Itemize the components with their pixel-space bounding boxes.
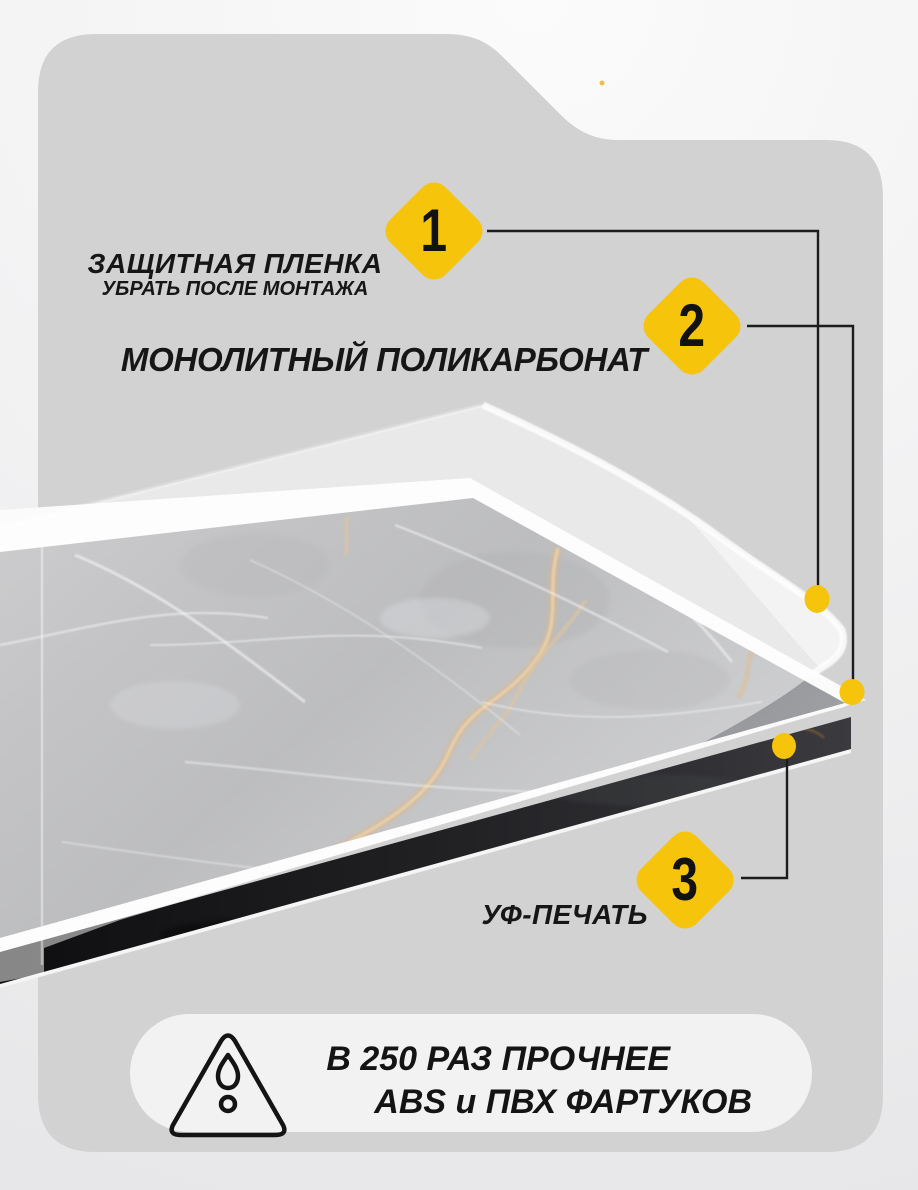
label-protective-film-note: УБРАТЬ ПОСЛЕ МОНТАЖА [101,278,369,300]
badge-number: 2 [678,292,706,359]
badge-number: 3 [671,846,699,913]
dot-polycarbonate [840,679,865,705]
label-polycarbonate: МОНОЛИТНЫЙ ПОЛИКАРБОНАТ [120,341,648,378]
dot-uv-print [772,733,796,759]
footer-text-line2: ABS и ПВХ ФАРТУКОВ [374,1083,752,1121]
warning-triangle-icon [166,1028,290,1140]
badge-number: 1 [420,197,448,264]
footer-text-line1: В 250 РАЗ ПРОЧНЕЕ [326,1040,670,1078]
label-uv-print: УФ-ПЕЧАТЬ [481,899,648,930]
yellow-speck [600,81,605,86]
label-protective-film: ЗАЩИТНАЯ ПЛЕНКА [87,248,383,279]
dot-film [805,585,830,613]
